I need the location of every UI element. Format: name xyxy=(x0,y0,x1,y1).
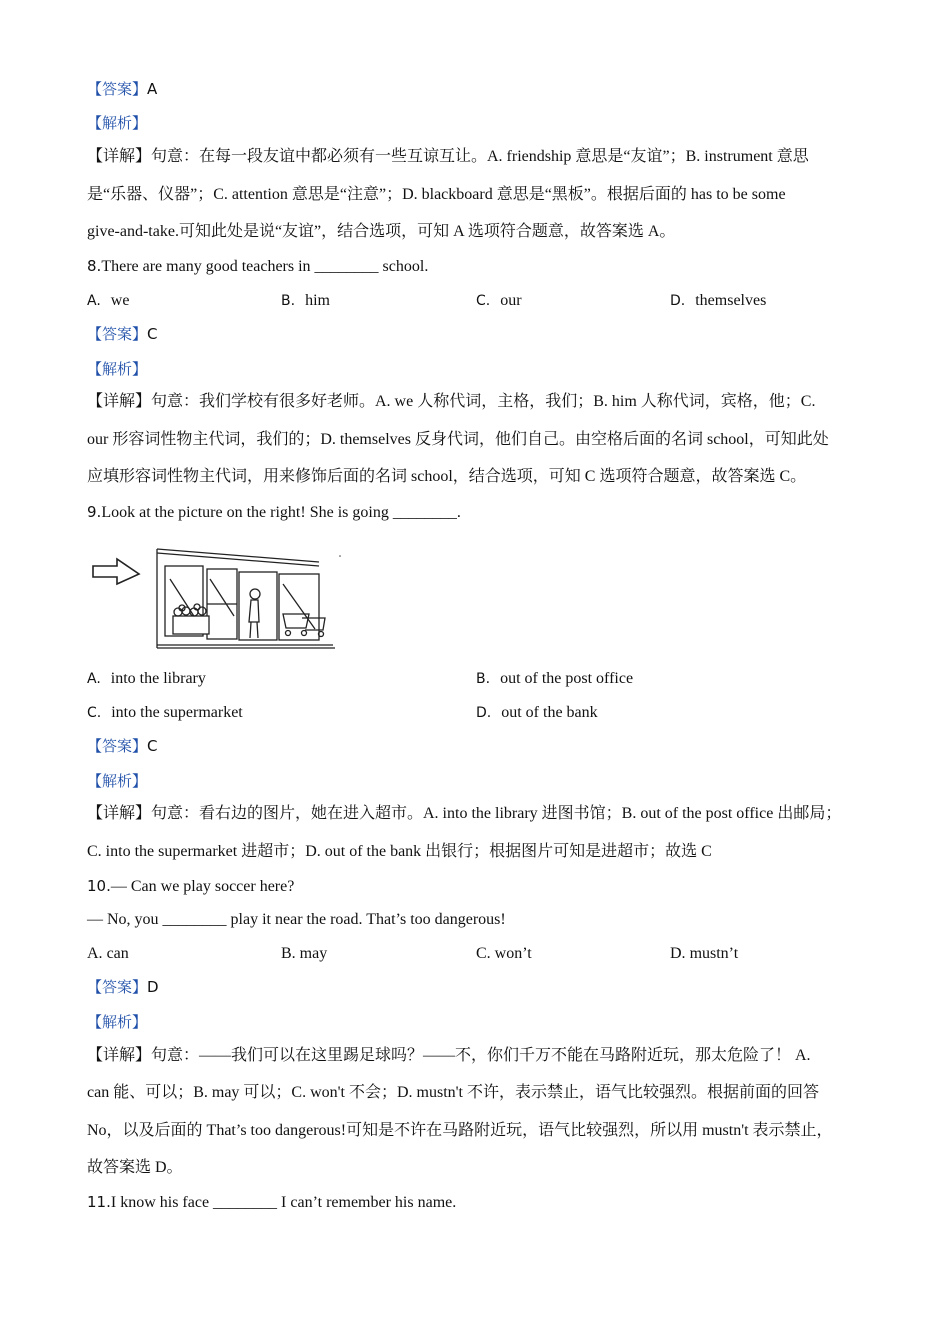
option-b: B. him xyxy=(281,292,330,309)
question-text: There are many good teachers in ________ school. xyxy=(101,258,429,275)
answer-tag: 【答案】 xyxy=(87,737,148,755)
question-stem xyxy=(87,501,461,524)
option-b: B. out of the post office xyxy=(476,670,634,687)
question-number: 9. xyxy=(87,503,102,521)
option-a: A. can xyxy=(87,945,129,962)
option-c: C. our xyxy=(476,292,522,309)
answer-line xyxy=(87,78,157,101)
answer-value: C xyxy=(147,325,158,343)
question-number: 11. xyxy=(87,1193,111,1211)
option-a: A. we xyxy=(87,292,130,309)
question-number: 8. xyxy=(87,257,102,275)
option-d: D. themselves xyxy=(670,292,767,309)
arrow-icon xyxy=(93,559,139,584)
option-d: D. out of the bank xyxy=(476,704,598,721)
answer-line xyxy=(87,976,159,999)
detail-line: 【详解】句意：看右边的图片，她在进入超市。A. into the library 进图书馆；B. out of the post office 出邮局； xyxy=(87,805,842,822)
detail-line: 【详解】句意：在每一段友谊中都必须有一些互谅互让。A. friendship 意思是“友谊”；B. instrument 意思 xyxy=(87,148,809,165)
detail-line: C. into the supermarket 进超市；D. out of the bank 出银行；根据图片可知是进超市；故选 C xyxy=(87,843,712,860)
answer-value: A xyxy=(147,80,158,98)
question-text: I know his face ________ I can’t remember his name. xyxy=(110,1194,457,1211)
detail-line: can 能、可以；B. may 可以；C. won't 不会；D. mustn't 不许，表示禁止，语气比较强烈。根据前面的回答 xyxy=(87,1084,819,1101)
question-text: Look at the picture on the right! She is going ________. xyxy=(101,504,461,521)
question-text-2: — No, you ________ play it near the road. That’s too dangerous! xyxy=(87,911,506,928)
detail-line: 【详解】句意：——我们可以在这里踢足球吗？——不，你们千万不能在马路附近玩，那太危险了！ A. xyxy=(87,1047,811,1064)
analysis-tag: 【解析】 xyxy=(87,360,148,378)
detail-line: 是“乐器、仪器”；C. attention 意思是“注意”；D. blackboard 意思是“黑板”。根据后面的 has to be some xyxy=(87,186,786,203)
detail-line: 故答案选 D。 xyxy=(87,1159,183,1176)
answer-tag: 【答案】 xyxy=(87,978,148,996)
answer-tag: 【答案】 xyxy=(87,325,148,343)
supermarket-picture xyxy=(87,544,347,654)
answer-value: C xyxy=(147,737,158,755)
option-c: C. into the supermarket xyxy=(87,704,243,721)
option-c: C. won’t xyxy=(476,945,532,962)
question-stem xyxy=(87,875,294,898)
detail-line: give-and-take.可知此处是说“友谊”，结合选项，可知 A 选项符合题意，故答案选 A。 xyxy=(87,223,676,240)
analysis-tag: 【解析】 xyxy=(87,1013,148,1031)
answer-line xyxy=(87,323,158,346)
option-b: B. may xyxy=(281,945,328,962)
question-stem xyxy=(87,255,428,278)
question-number: 10. xyxy=(87,877,111,895)
option-d: D. mustn’t xyxy=(670,945,739,962)
question-stem xyxy=(87,1191,456,1214)
answer-line xyxy=(87,735,158,758)
option-a: A. into the library xyxy=(87,670,206,687)
analysis-tag: 【解析】 xyxy=(87,114,148,132)
detail-line: 应填形容词性物主代词，用来修饰后面的名词 school，结合选项，可知 C 选项符合题意，故答案选 C。 xyxy=(87,468,807,485)
answer-value: D xyxy=(147,978,159,996)
analysis-tag: 【解析】 xyxy=(87,772,148,790)
question-text: — Can we play soccer here? xyxy=(110,878,295,895)
detail-line: No，以及后面的 That’s too dangerous!可知是不许在马路附近玩，语气比较强烈，所以用 mustn't 表示禁止， xyxy=(87,1122,833,1139)
detail-line: our 形容词性物主代词，我们的；D. themselves 反身代词，他们自己。由空格后面的名词 school，可知此处 xyxy=(87,431,829,448)
detail-line: 【详解】句意：我们学校有很多好老师。A. we 人称代词，主格，我们；B. him 人称代词，宾格，他；C. xyxy=(87,393,816,410)
answer-tag: 【答案】 xyxy=(87,80,148,98)
